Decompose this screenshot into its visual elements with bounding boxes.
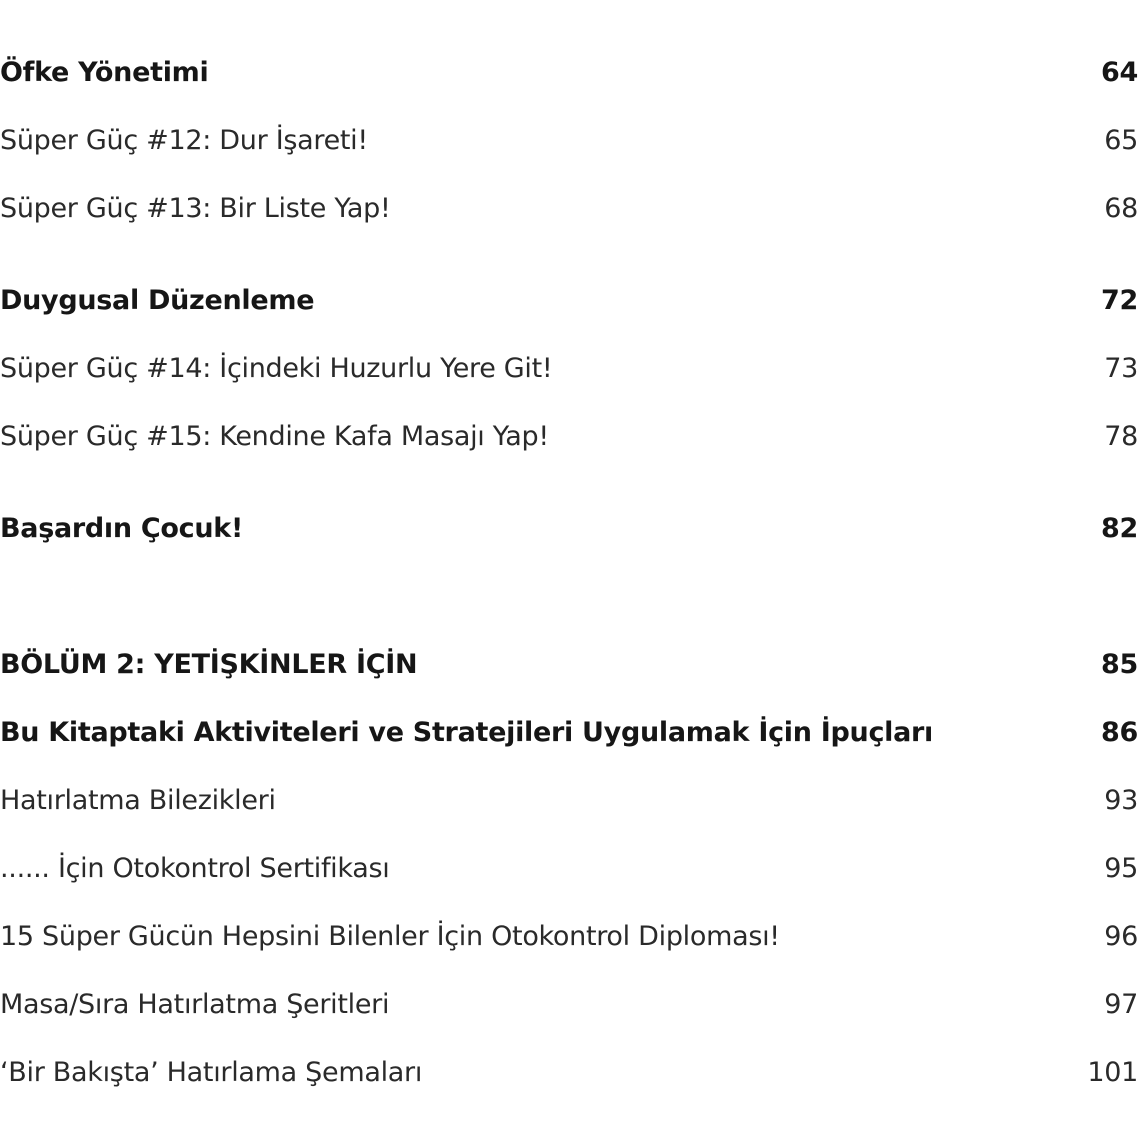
toc-page-number: 101 [1087, 1056, 1138, 1088]
toc-entry-title: Hatırlatma Bilezikleri [0, 784, 276, 816]
toc-section-heading [0, 712, 1140, 752]
toc-page-number: 93 [1104, 784, 1138, 816]
toc-entry-title: BÖLÜM 2: YETİŞKİNLER İÇİN [0, 648, 418, 680]
toc-entry [0, 188, 1140, 228]
toc-page-number: 85 [1101, 648, 1138, 680]
toc-entry-title: Süper Güç #14: İçindeki Huzurlu Yere Git! [0, 352, 553, 384]
toc-page-number: 82 [1101, 512, 1138, 544]
toc-page-number: 96 [1104, 920, 1138, 952]
toc-entry [0, 848, 1140, 888]
toc-page-number: 65 [1104, 124, 1138, 156]
toc-entry [0, 780, 1140, 820]
toc-entry [0, 1052, 1140, 1092]
toc-entry-title: Öfke Yönetimi [0, 56, 209, 88]
toc-entry [0, 348, 1140, 388]
toc-page-number: 72 [1101, 284, 1138, 316]
toc-entry-title: ...... İçin Otokontrol Sertifikası [0, 852, 390, 884]
toc-entry-title: Başardın Çocuk! [0, 512, 243, 544]
toc-entry-title: Süper Güç #12: Dur İşareti! [0, 124, 368, 156]
toc-entry-title: Süper Güç #13: Bir Liste Yap! [0, 192, 391, 224]
toc-entry-title: Bu Kitaptaki Aktiviteleri ve Stratejileri Uygulamak İçin İpuçları [0, 716, 933, 748]
toc-page-number: 86 [1101, 716, 1138, 748]
toc-part-heading [0, 644, 1140, 684]
toc-entry [0, 416, 1140, 456]
toc-page-number: 78 [1104, 420, 1138, 452]
toc-entry [0, 120, 1140, 160]
toc-page-number: 95 [1104, 852, 1138, 884]
toc-entry-title: 15 Süper Gücün Hepsini Bilenler İçin Otokontrol Diploması! [0, 920, 780, 952]
toc-section-heading [0, 52, 1140, 92]
toc-entry-title: Masa/Sıra Hatırlatma Şeritleri [0, 988, 390, 1020]
toc-entry-title: Duygusal Düzenleme [0, 284, 315, 316]
toc-section-heading [0, 280, 1140, 320]
toc-page-number: 68 [1104, 192, 1138, 224]
toc-section-heading [0, 508, 1140, 548]
toc-entry [0, 916, 1140, 956]
toc-entry-title: Süper Güç #15: Kendine Kafa Masajı Yap! [0, 420, 549, 452]
toc-entry-title: ‘Bir Bakışta’ Hatırlama Şemaları [0, 1056, 423, 1088]
toc-page-number: 97 [1104, 988, 1138, 1020]
toc-page-number: 73 [1104, 352, 1138, 384]
toc-page-number: 64 [1101, 56, 1138, 88]
toc-entry [0, 984, 1140, 1024]
